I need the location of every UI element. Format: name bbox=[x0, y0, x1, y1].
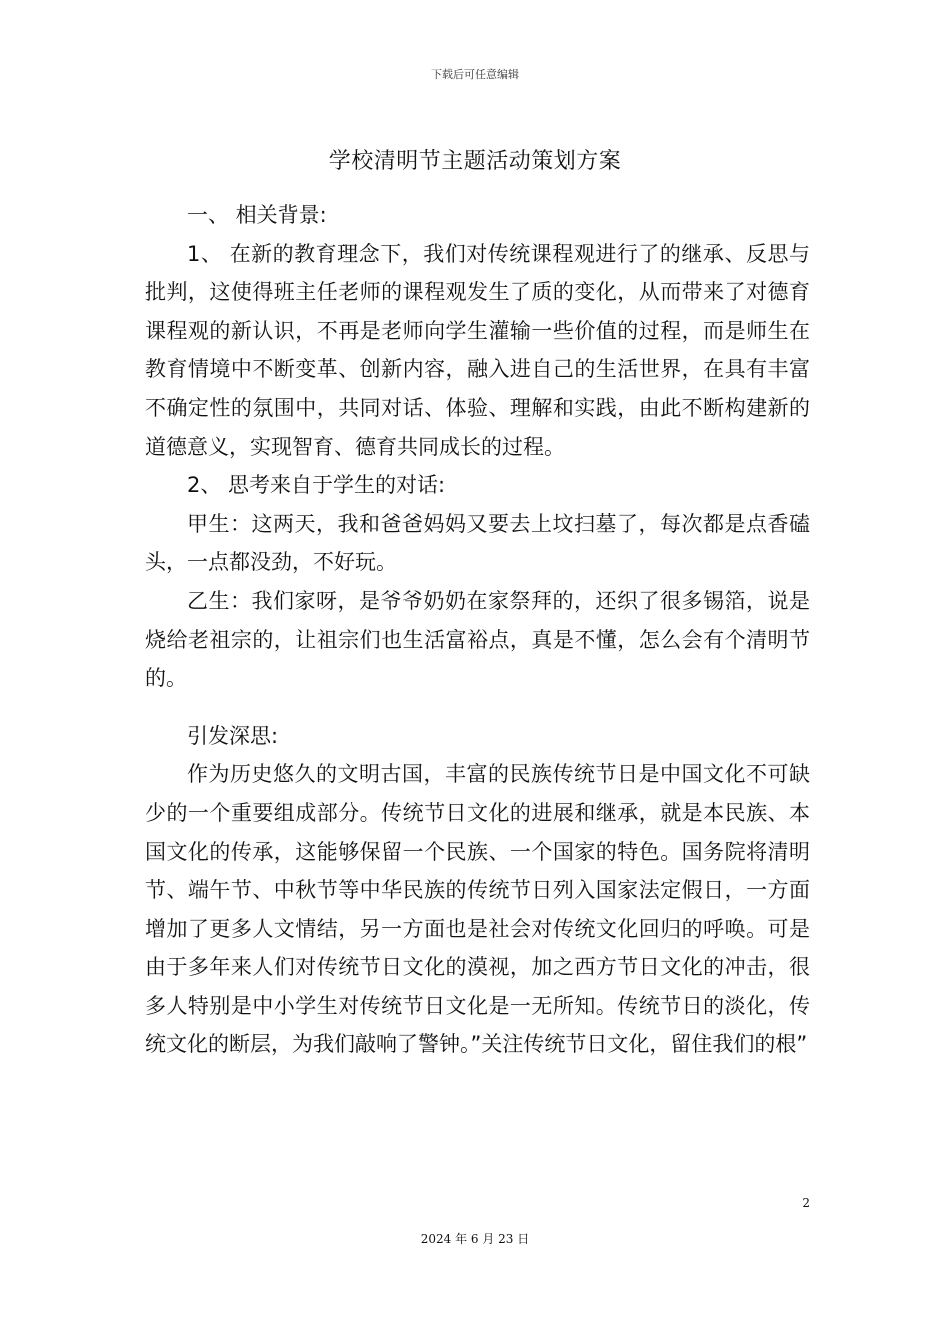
paragraph-education-concept: 1、 在新的教育理念下，我们对传统课程观进行了的继承、反思与批判，这使得班主任老师的课程观发生了质的变化，从而带来了对德育课程观的新认识，不再是老师向学生灌输一些价值的过程，而是师生在教育情境中不断变革、创新内容，融入进自己的生活世界，在具有丰富不确定性的氛围中，共同对话、体验、理解和实践，由此不断构建新的道德意义，实现智育、德育共同成长的过程。 bbox=[145, 241, 810, 459]
section-heading-background: 一、 相关背景: bbox=[187, 203, 327, 227]
document-title: 学校清明节主题活动策划方案 bbox=[328, 149, 622, 174]
paragraph-reflection-heading: 引发深思: bbox=[187, 723, 279, 748]
paragraph-student-b: 乙生：我们家呀，是爷爷奶奶在家祭拜的，还织了很多锡箔，说是烧给老祖宗的，让祖宗们也生活富裕点，真是不懂，怎么会有个清明节的。 bbox=[145, 588, 810, 691]
paragraph-dialogue-heading: 2、 思考来自于学生的对话: bbox=[187, 473, 446, 498]
document-body bbox=[145, 196, 810, 1064]
paragraph-reflection-body: 作为历史悠久的文明古国，丰富的民族传统节日是中国文化不可缺少的一个重要组成部分。传统节日文化的进展和继承，就是本民族、本国文化的传承，这能够保留一个民族、一个国家的特色。国务院将清明节、端午节、中秋节等中华民族的传统节日列入国家法定假日，一方面增加了更多人文情结，另一方面也是社会对传统文化回归的呼唤。可是由于多年来人们对传统节日文化的漠视，加之西方节日文化的冲击，很多人特别是中小学生对传统节日文化是一无所知。传统节日的淡化，传统文化的断层，为我们敲响了警钟。”关注传统节日文化，留住我们的根” bbox=[145, 762, 810, 1057]
footer-date: 2024 年 6 月 23 日 bbox=[420, 1232, 530, 1246]
page-number: 2 bbox=[802, 1196, 810, 1210]
paragraph-student-a: 甲生：这两天，我和爸爸妈妈又要去上坟扫墓了，每次都是点香磕头，一点都没劲，不好玩。 bbox=[145, 511, 810, 575]
page-header-note: 下载后可任意编辑 bbox=[431, 68, 519, 81]
